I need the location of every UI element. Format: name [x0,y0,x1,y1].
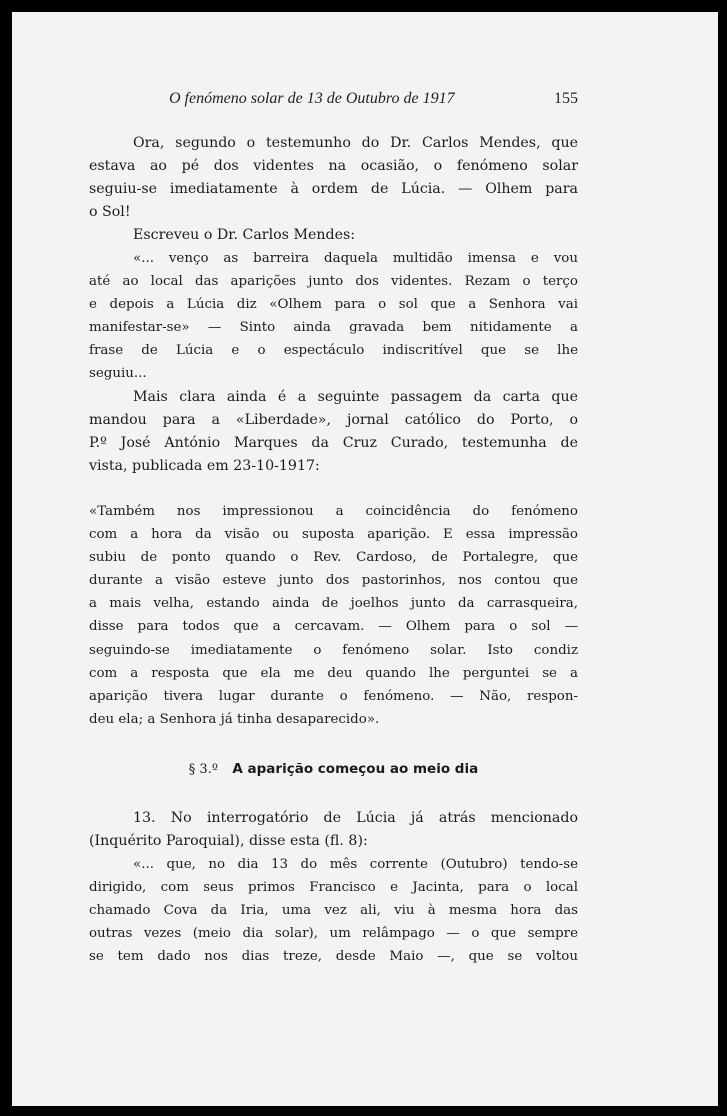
text-line: manifestar-se» — Sinto ainda gravada bem nitidamente a [89,320,578,336]
text-line: com a resposta que ela me deu quando lhe perguntei se a [89,665,578,681]
text-line: seguiu... [89,366,147,382]
text-line: vista, publicada em 23-10-1917: [89,458,320,475]
text-line: deu ela; a Senhora já tinha desaparecido». [89,711,380,727]
text-line: Mais clara ainda é a seguinte passagem da carta que [133,389,578,405]
paragraph-wrote [89,224,578,247]
text-line: «Também nos impressionou a coincidência do fenómeno [89,504,578,519]
text-line: P.º José António Marques da Cruz Curado, testemunha de [89,435,578,452]
text-line: outras vezes (meio dia solar), um relâmpago — o que sempre [89,926,578,942]
text-line: disse para todos que a cercavam. — Olhem para o sol — [89,619,578,635]
text-line: 13. No interrogatório de Lúcia já atrás mencionado [133,810,578,826]
text-line: frase de Lúcia e o espectáculo indiscritível que se lhe [89,343,578,359]
text-line: estava ao pé dos videntes na ocasião, o fenómeno solar [89,158,578,175]
quote-cruz-curado [89,500,578,731]
text-line: com a hora da visão ou suposta aparição. E essa impressão [89,527,578,543]
paragraph-liberdade [89,386,578,478]
text-line: a mais velha, estando ainda de joelhos junto da carrasqueira, [89,596,578,612]
text-line: o Sol! [89,204,131,221]
book-page [12,12,718,1106]
text-line: dirigido, com seus primos Francisco e Jacinta, para o local [89,880,578,896]
text-line: mandou para a «Liberdade», jornal católico do Porto, o [89,412,578,429]
text-line: Ora, segundo o testemunho do Dr. Carlos Mendes, que [133,135,578,151]
text-line: seguiu-se imediatamente à ordem de Lúcia. — Olhem para [89,181,578,198]
page-header [89,90,578,112]
text-line: aparição tivera lugar durante o fenómeno. — Não, respon- [89,688,578,704]
text-line: e depois a Lúcia diz «Olhem para o sol que a Senhora vai [89,297,578,313]
section-number: § 3.º [188,762,218,777]
paragraph-interrogatorio [89,807,578,853]
text-line: subiu de ponto quando o Rev. Cardoso, de Portalegre, que [89,550,578,566]
running-title: O fenómeno solar de 13 de Outubro de 1917 [169,90,455,107]
quote-carlos-mendes [89,247,578,386]
text-line: chamado Cova da Iria, uma vez ali, viu à mesma hora das [89,903,578,919]
paragraph-testimony-intro [89,132,578,224]
text-line: seguindo-se imediatamente o fenómeno solar. Isto condiz [89,642,578,658]
quote-lucia [89,853,578,968]
text-line: «... venço as barreira daquela multidão imensa e vou [133,251,578,266]
section-heading [89,758,578,781]
text-line: durante a visão esteve junto dos pastorinhos, nos contou que [89,573,578,589]
text-line: (Inquérito Paroquial), disse esta (fl. 8): [89,833,368,850]
page-number: 155 [554,90,578,107]
text-line: «... que, no dia 13 do mês corrente (Outubro) tendo-se [133,857,578,872]
section-title: A aparição começou ao meio dia [232,761,479,777]
text-line: até ao local das aparições junto dos videntes. Rezam o terço [89,274,578,290]
text-line: Escreveu o Dr. Carlos Mendes: [133,227,356,243]
text-line: se tem dado nos dias treze, desde Maio —, que se voltou [89,949,578,965]
